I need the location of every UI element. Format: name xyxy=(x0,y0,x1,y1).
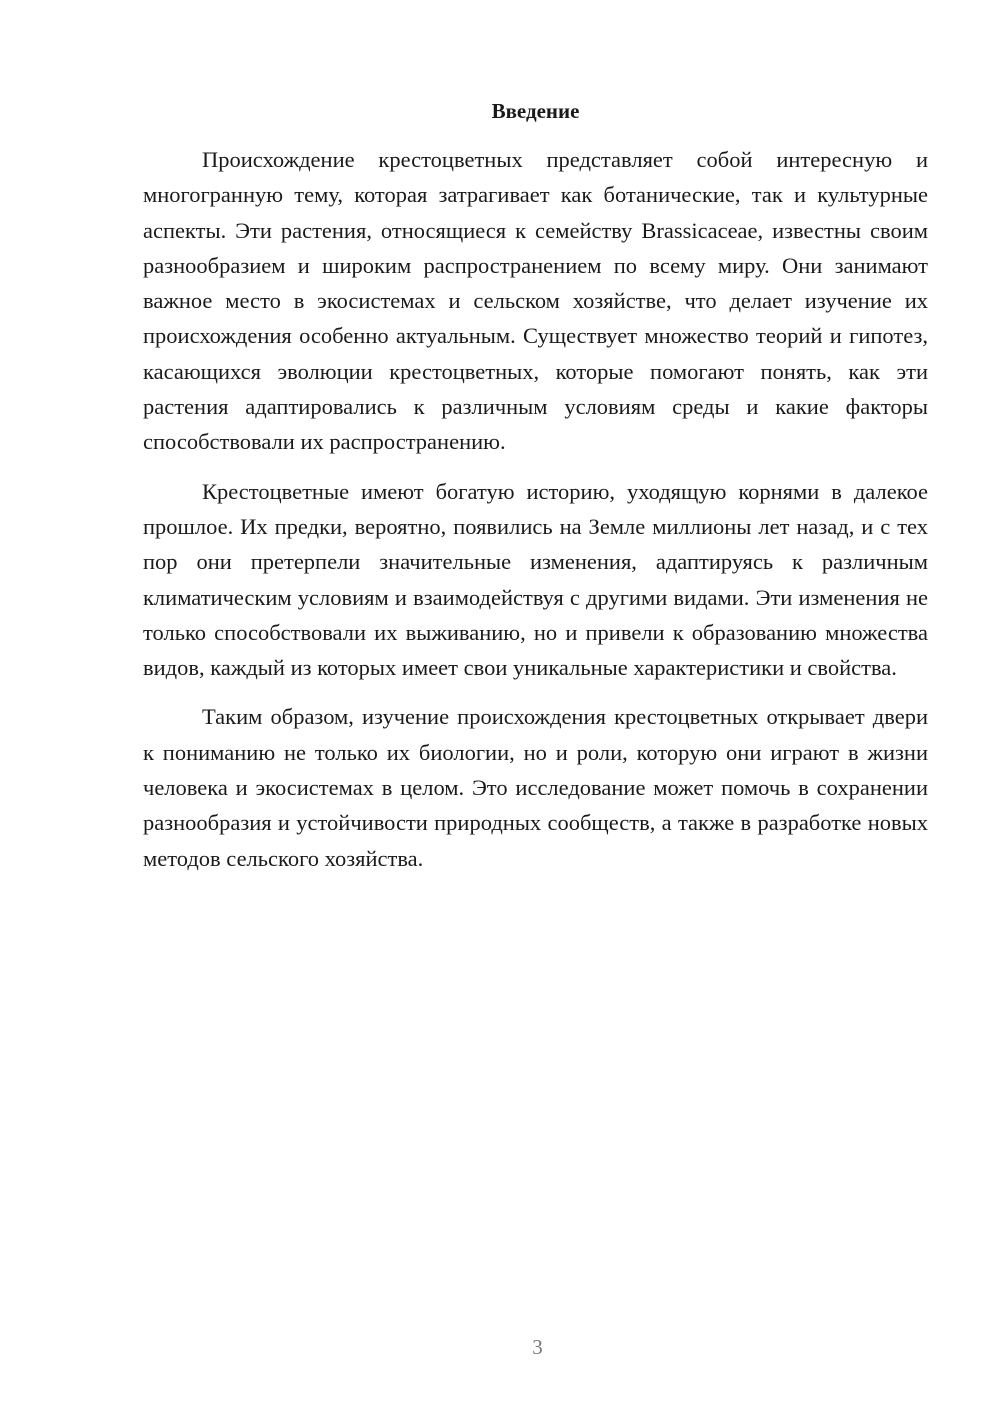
page-number: 3 xyxy=(532,1335,543,1359)
paragraph-3: Таким образом, изучение происхождения крестоцветных открывает двери к пониманию не только их биологии, но и роли, которую они играют в жизни человека и экосистемах в целом. Это исследование может помочь в сохранении разнообразия и устойчивости природных сообществ, а также в разработке новых методов сельского хозяйства. xyxy=(143,704,928,871)
section-heading: Введение xyxy=(491,99,580,123)
paragraph-2: Крестоцветные имеют богатую историю, уходящую корнями в далекое прошлое. Их предки, вероятно, появились на Земле миллионы лет назад, и с тех пор они претерпели значительные изменения, адаптируясь к различным климатическим условиям и взаимодействуя с другими видами. Эти изменения не только способствовали их выживанию, но и привели к образованию множества видов, каждый из которых имеет свои уникальные характеристики и свойства. xyxy=(143,478,928,681)
paragraph-1: Происхождение крестоцветных представляет собой интересную и многогранную тему, которая затрагивает как ботанические, так и культурные аспекты. Эти растения, относящиеся к семейству Brassicaceae, известны своим разнообразием и широким распространением по всему миру. Они занимают важное место в экосистемах и сельском хозяйстве, что делает изучение их происхождения особенно актуальным. Существует множество теорий и гипотез, касающихся эволюции крестоцветных, которые помогают понять, как эти растения адаптировались к различным условиям среды и какие факторы способствовали их распространению. xyxy=(143,147,928,455)
page-content xyxy=(143,96,928,890)
